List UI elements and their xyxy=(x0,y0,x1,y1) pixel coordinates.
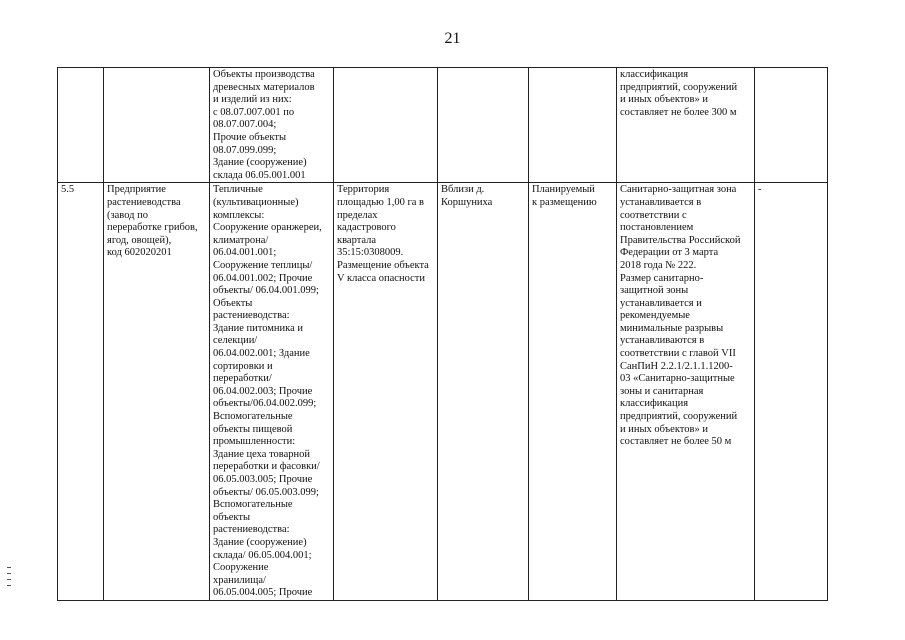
cell-text-line: комплексы: xyxy=(213,209,265,221)
page-number: 21 xyxy=(444,30,461,47)
cell-object-types xyxy=(210,68,334,183)
cell-text-line: Тепличные xyxy=(213,184,263,196)
cell-text-line: 08.07.099.099; xyxy=(213,144,277,156)
cell-text-line: и иных объектов» и xyxy=(620,94,708,106)
cell-text-line: 08.07.007.004; xyxy=(213,119,277,131)
cell-status xyxy=(529,68,617,183)
cell-text-line: Коршуниха xyxy=(441,196,493,208)
cell-text-line: соответствии с xyxy=(620,209,687,221)
cell-text-line: к размещению xyxy=(532,196,597,208)
cell-text-line: рекомендуемые xyxy=(620,310,690,322)
cell-text-line: Размещение объекта xyxy=(337,259,429,271)
cell-text-line: устанавливается в xyxy=(620,196,702,208)
cell-text-line: предприятий, сооружений xyxy=(620,411,738,423)
cell-text-line: устанавливается и xyxy=(620,297,702,309)
cell-text-line: составляет не более 300 м xyxy=(620,106,737,118)
cell-location xyxy=(438,183,529,601)
cell-text-line: растениеводства: xyxy=(213,524,290,536)
cell-text-line: Прочие объекты xyxy=(213,131,287,143)
cell-text-line: 35:15:0308009. xyxy=(337,247,404,259)
cell-text-line: Здание питомника и xyxy=(213,322,303,334)
cell-text-line: предприятий, сооружений xyxy=(620,81,738,93)
cell-sanitary-zone xyxy=(617,68,755,183)
cell-text-line: объекты пищевой xyxy=(213,423,293,435)
cell-text-line: Вспомогательные xyxy=(213,499,293,511)
cell-text-line: объекты/06.04.002.099; xyxy=(213,398,317,410)
cell-text-line: минимальные разрывы xyxy=(620,322,724,334)
cell-text-line: растениеводства xyxy=(107,196,181,208)
cell-text-line: растениеводства: xyxy=(213,310,290,322)
cell-text-line: хранилища/ xyxy=(213,574,266,586)
cell-text-line: Здание (сооружение) xyxy=(213,157,307,169)
cell-territory xyxy=(334,68,438,183)
cell-text-line: Вспомогательные xyxy=(213,411,293,423)
cell-sanitary-zone xyxy=(617,183,755,601)
cell-text-line: Сооружение теплицы/ xyxy=(213,259,313,271)
cell-text-line: селекции/ xyxy=(213,335,258,347)
cell-text-line: Вблизи д. xyxy=(441,184,485,196)
cell-text-line: объекты xyxy=(213,511,251,523)
cell-text-line: (культивационные) xyxy=(213,196,299,208)
scan-edge-marks xyxy=(7,567,11,637)
cell-text-line: Размер санитарно- xyxy=(620,272,704,284)
cell-text-line: 06.05.003.005; Прочие xyxy=(213,474,313,485)
cell-text-line: 2018 года № 222. xyxy=(620,259,697,271)
cell-object-name xyxy=(104,68,210,183)
cell-text-line: Санитарно-защитная зона xyxy=(620,184,737,196)
table-row xyxy=(58,68,828,183)
cell-text-line: Федерации от 3 марта xyxy=(620,247,719,259)
cell-text-line: 06.04.001.002; Прочие xyxy=(213,272,313,284)
cell-location xyxy=(438,68,529,183)
cell-text-line: 06.04.002.003; Прочие xyxy=(213,385,313,397)
cell-text-line: устанавливаются в xyxy=(620,335,705,347)
cell-text-line: (завод по xyxy=(107,209,148,221)
cell-text-line: склада 06.05.001.001 xyxy=(213,169,306,181)
cell-text-line: - xyxy=(758,184,762,196)
cell-text-line: код 602020201 xyxy=(107,247,172,259)
cell-text-line: Здание (сооружение) xyxy=(213,536,307,548)
cell-text-line: Правительства Российской xyxy=(620,234,741,246)
cell-text-line: 5.5 xyxy=(61,184,75,196)
cell-text-line: классификация xyxy=(620,398,689,410)
cell-text-line: переработки/ xyxy=(213,373,272,385)
cell-text-line: склада/ 06.05.004.001; xyxy=(213,549,312,561)
cell-territory xyxy=(334,183,438,601)
cell-text-line: ягод, овощей), xyxy=(107,234,172,246)
cell-text-line: Здание цеха товарной xyxy=(213,448,310,460)
cell-text-line: промышленности: xyxy=(213,436,296,448)
cell-text-line: и иных объектов» и xyxy=(620,423,708,435)
cell-text-line: защитной зоны xyxy=(620,285,689,297)
cell-text-line: сортировки и xyxy=(213,360,273,372)
cell-text-line: 06.05.004.005; Прочие xyxy=(213,587,313,599)
cell-text-line: кадастрового xyxy=(337,222,396,234)
document-table xyxy=(57,67,828,601)
cell-object-name xyxy=(104,183,210,601)
cell-text-line: V класса опасности xyxy=(337,272,425,284)
cell-text-line: Объекты производства xyxy=(213,69,315,80)
cell-text-line: площадью 1,00 га в xyxy=(337,196,425,208)
cell-text-line: переработки и фасовки/ xyxy=(213,461,320,473)
cell-text-line: Предприятие xyxy=(107,184,166,196)
cell-number xyxy=(58,183,104,601)
cell-text-line: объекты/ 06.05.003.099; xyxy=(213,486,319,498)
cell-text-line: Территория xyxy=(337,184,390,196)
cell-object-types xyxy=(210,183,334,601)
cell-text-line: Объекты xyxy=(213,297,253,309)
cell-text-line: 06.04.002.001; Здание xyxy=(213,348,310,360)
cell-text-line: переработке грибов, xyxy=(107,222,198,234)
cell-text-line: СанПиН 2.2.1/2.1.1.1200- xyxy=(620,360,733,372)
cell-notes xyxy=(755,183,828,601)
cell-text-line: древесных материалов xyxy=(213,81,315,93)
table-row xyxy=(58,183,828,601)
cell-text-line: пределах xyxy=(337,209,378,221)
cell-text-line: 03 «Санитарно-защитные xyxy=(620,373,735,385)
cell-text-line: составляет не более 50 м xyxy=(620,436,732,448)
cell-text-line: зоны и санитарная xyxy=(620,385,704,397)
cell-text-line: и изделий из них: xyxy=(213,94,292,106)
cell-text-line: Сооружение оранжереи, xyxy=(213,222,322,234)
cell-text-line: Сооружение xyxy=(213,562,269,574)
cell-text-line: с 08.07.007.001 по xyxy=(213,106,295,118)
cell-text-line: соответствии с главой VII xyxy=(620,348,736,360)
cell-text-line: Планируемый xyxy=(532,184,595,196)
cell-notes xyxy=(755,68,828,183)
cell-text-line: 06.04.001.001; xyxy=(213,247,277,259)
cell-text-line: классификация xyxy=(620,69,689,80)
cell-text-line: объекты/ 06.04.001.099; xyxy=(213,285,319,297)
cell-number xyxy=(58,68,104,183)
cell-text-line: квартала xyxy=(337,234,377,246)
cell-text-line: климатрона/ xyxy=(213,234,269,246)
cell-text-line: постановлением xyxy=(620,222,694,234)
cell-status xyxy=(529,183,617,601)
